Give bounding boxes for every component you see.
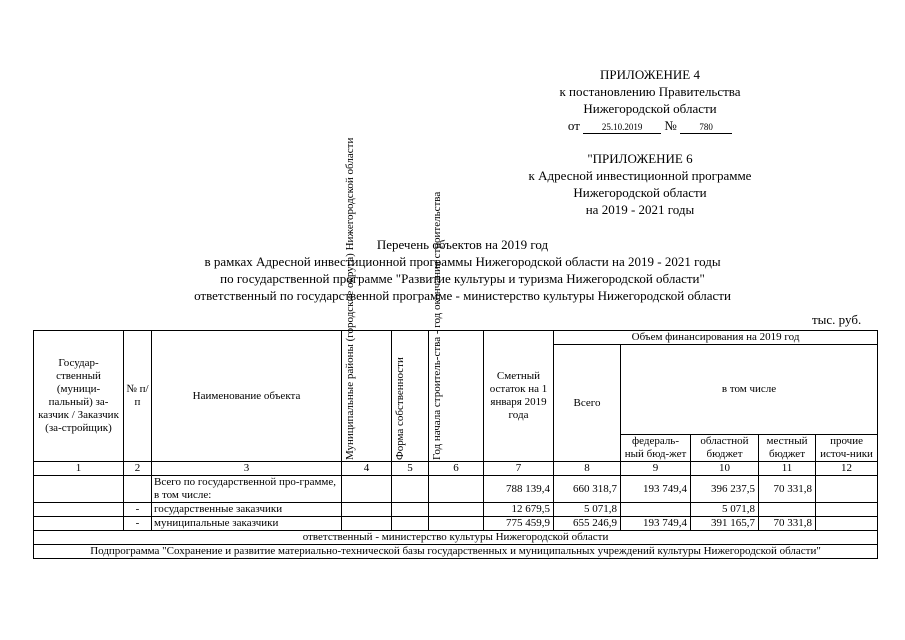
cell-years — [429, 517, 484, 531]
header-name: Наименование объекта — [152, 331, 342, 462]
cell-districts — [342, 503, 392, 517]
column-number: 10 — [691, 462, 759, 476]
cell-other — [816, 476, 878, 503]
title-line2: в рамках Адресной инвестиционной программы Нижегородской области на 2019 - 2021 годы — [204, 254, 721, 269]
cell-balance: 12 679,5 — [484, 503, 554, 517]
header-num: № п/п — [124, 331, 152, 462]
header-balance: Сметный остаток на 1 января 2019 года — [484, 331, 554, 462]
column-number: 11 — [759, 462, 816, 476]
responsible-row — [34, 531, 878, 545]
column-number: 3 — [152, 462, 342, 476]
column-numbers-row — [34, 462, 878, 476]
cell-ownership — [392, 517, 429, 531]
cell-districts — [342, 476, 392, 503]
cell-name: муниципальные заказчики — [152, 517, 342, 531]
cell-regional: 391 165,7 — [691, 517, 759, 531]
column-number: 12 — [816, 462, 878, 476]
table-row — [34, 503, 878, 517]
header-total: Всего — [554, 345, 621, 462]
appendix-4-block — [500, 66, 800, 134]
appendix-6-title: "ПРИЛОЖЕНИЕ 6 — [587, 151, 693, 166]
cell-federal — [621, 503, 691, 517]
header-customer: Государ-ственный (муници-пальный) за-казчик / Заказчик (за-стройщик) — [34, 331, 124, 462]
units-label: тыс. руб. — [812, 312, 862, 327]
appendix-6-line4: на 2019 - 2021 годы — [585, 202, 695, 217]
header-funding: Объем финансирования на 2019 год — [554, 331, 878, 345]
cell-regional: 396 237,5 — [691, 476, 759, 503]
cell-local: 70 331,8 — [759, 476, 816, 503]
cell-customer — [34, 503, 124, 517]
cell-federal: 193 749,4 — [621, 517, 691, 531]
title-line1: Перечень объектов на 2019 год — [376, 237, 549, 252]
cell-other — [816, 517, 878, 531]
cell-years — [429, 476, 484, 503]
appendix-4-line2: к постановлению Правительства — [559, 84, 741, 99]
header-regional: областной бюджет — [691, 435, 759, 462]
appendix-6-line2: к Адресной инвестиционной программе — [528, 168, 752, 183]
date-prefix: от — [567, 118, 580, 133]
title-line3: по государственной программе "Развитие культуры и туризма Нижегородской области" — [220, 271, 705, 286]
header-other: прочие источ-ники — [816, 435, 878, 462]
column-number: 1 — [34, 462, 124, 476]
appendix-6-line3: Нижегородской области — [573, 185, 707, 200]
cell-federal: 193 749,4 — [621, 476, 691, 503]
column-number: 2 — [124, 462, 152, 476]
cell-num: - — [124, 517, 152, 531]
header-years: Год начала строитель-ства - год окончания строительства — [431, 191, 443, 460]
cell-customer — [34, 517, 124, 531]
cell-balance: 775 459,9 — [484, 517, 554, 531]
cell-name: государственные заказчики — [152, 503, 342, 517]
header-federal: федераль-ный бюд-жет — [621, 435, 691, 462]
title-line4: ответственный по государственной программе - министерство культуры Нижегородской области — [194, 288, 731, 303]
header-ownership: Форма собственности — [394, 357, 406, 460]
subprogram-row — [34, 545, 878, 559]
table-row — [34, 476, 878, 503]
cell-total: 660 318,7 — [554, 476, 621, 503]
decree-date-line — [500, 117, 800, 134]
column-number: 5 — [392, 462, 429, 476]
decree-date: 25.10.2019 — [583, 122, 661, 134]
cell-districts — [342, 517, 392, 531]
column-number: 7 — [484, 462, 554, 476]
appendix-4-line3: Нижегородской области — [583, 101, 717, 116]
header-local: местный бюджет — [759, 435, 816, 462]
decree-number: 780 — [680, 122, 732, 134]
appendix-6-block — [480, 150, 800, 218]
subprogram-cell: Подпрограмма "Сохранение и развитие материально-технической базы государственных и муниципальных учреждений культуры Нижегородской области" — [34, 545, 878, 559]
responsible-cell: ответственный - министерство культуры Нижегородской области — [34, 531, 878, 545]
document-title — [20, 236, 905, 304]
cell-ownership — [392, 503, 429, 517]
cell-years — [429, 503, 484, 517]
header-including: в том числе — [621, 345, 878, 435]
column-number: 4 — [342, 462, 392, 476]
number-prefix: № — [664, 118, 677, 133]
column-number: 9 — [621, 462, 691, 476]
table-row — [34, 517, 878, 531]
cell-name: Всего по государственной про-грамме, в том числе: — [152, 476, 342, 503]
appendix-4-title: ПРИЛОЖЕНИЕ 4 — [600, 67, 700, 82]
cell-other — [816, 503, 878, 517]
header-districts: Муниципальные районы (городские округа) Нижегородской области — [344, 137, 356, 460]
cell-balance: 788 139,4 — [484, 476, 554, 503]
cell-local — [759, 503, 816, 517]
cell-local: 70 331,8 — [759, 517, 816, 531]
cell-total: 655 246,9 — [554, 517, 621, 531]
cell-total: 5 071,8 — [554, 503, 621, 517]
column-number: 8 — [554, 462, 621, 476]
cell-num — [124, 476, 152, 503]
cell-customer — [34, 476, 124, 503]
cell-ownership — [392, 476, 429, 503]
cell-regional: 5 071,8 — [691, 503, 759, 517]
column-number: 6 — [429, 462, 484, 476]
cell-num: - — [124, 503, 152, 517]
